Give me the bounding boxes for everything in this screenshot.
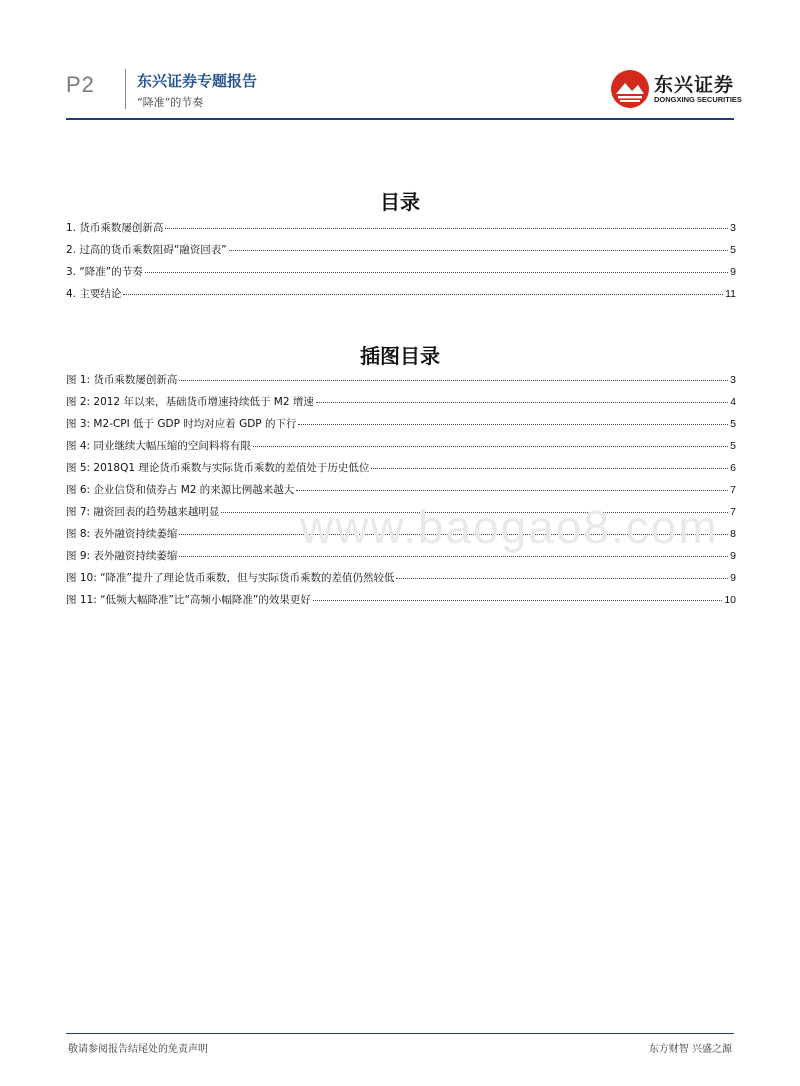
figure-item-page: 8 bbox=[730, 528, 736, 540]
page-header bbox=[0, 0, 800, 125]
figure-item-label: 图 4: 同业继续大幅压缩的空间料将有限 bbox=[66, 440, 251, 452]
figures-list bbox=[66, 372, 736, 614]
leader-dots bbox=[371, 468, 728, 469]
header-rule bbox=[66, 118, 734, 120]
toc-item[interactable] bbox=[66, 242, 736, 264]
report-subtitle: “降准”的节奏 bbox=[137, 96, 204, 109]
figure-item[interactable] bbox=[66, 416, 736, 438]
company-logo bbox=[610, 68, 740, 110]
figure-item-label: 图 5: 2018Q1 理论货币乘数与实际货币乘数的差值处于历史低位 bbox=[66, 462, 370, 474]
figure-item-label: 图 2: 2012 年以来，基础货币增速持续低于 M2 增速 bbox=[66, 396, 314, 408]
toc-item-page: 3 bbox=[730, 222, 736, 234]
toc-item[interactable] bbox=[66, 286, 736, 308]
toc-item-page: 5 bbox=[730, 244, 736, 256]
figure-item-page: 5 bbox=[730, 440, 736, 452]
figure-item-page: 7 bbox=[730, 506, 736, 518]
figure-item-label: 图 6: 企业信贷和债券占 M2 的来源比例越来越大 bbox=[66, 484, 295, 496]
toc-item-page: 11 bbox=[725, 288, 736, 300]
figure-item[interactable] bbox=[66, 372, 736, 394]
figure-item[interactable] bbox=[66, 394, 736, 416]
figure-item-page: 10 bbox=[724, 594, 736, 606]
figures-title: 插图目录 bbox=[360, 344, 440, 368]
toc-list bbox=[66, 220, 736, 308]
leader-dots bbox=[296, 490, 728, 491]
figure-item-label: 图 7: 融资回表的趋势越来越明显 bbox=[66, 506, 220, 518]
toc-item-label: 4. 主要结论 bbox=[66, 288, 122, 300]
leader-dots bbox=[165, 228, 728, 229]
leader-dots bbox=[179, 380, 728, 381]
logo-english-name: DONGXING SECURITIES bbox=[654, 95, 742, 104]
page-number: P2 bbox=[66, 72, 95, 97]
figure-item-page: 5 bbox=[730, 418, 736, 430]
figure-item-label: 图 1: 货币乘数屡创新高 bbox=[66, 374, 178, 386]
figure-item-page: 9 bbox=[730, 550, 736, 562]
logo-name: 东兴证券 bbox=[654, 74, 735, 96]
figure-item[interactable] bbox=[66, 460, 736, 482]
figure-item-page: 7 bbox=[730, 484, 736, 496]
footer-rule bbox=[66, 1033, 734, 1034]
toc-title: 目录 bbox=[380, 190, 420, 214]
toc-item-label: 3. “降准”的节奏 bbox=[66, 266, 143, 278]
figure-item[interactable] bbox=[66, 592, 736, 614]
report-type: 东兴证券专题报告 bbox=[137, 72, 258, 90]
figure-item[interactable] bbox=[66, 438, 736, 460]
watermark: www.baogao8.com bbox=[300, 501, 719, 553]
figure-item[interactable] bbox=[66, 570, 736, 592]
logo-mark-icon bbox=[610, 69, 650, 109]
toc-item-page: 9 bbox=[730, 266, 736, 278]
leader-dots bbox=[229, 250, 728, 251]
header-divider bbox=[125, 69, 126, 109]
leader-dots bbox=[396, 578, 728, 579]
figure-item-label: 图 9: 表外融资持续萎缩 bbox=[66, 550, 178, 562]
toc-item-label: 1. 货币乘数屡创新高 bbox=[66, 222, 164, 234]
toc-item[interactable] bbox=[66, 264, 736, 286]
leader-dots bbox=[179, 556, 728, 557]
figure-item-page: 9 bbox=[730, 572, 736, 584]
leader-dots bbox=[123, 294, 723, 295]
leader-dots bbox=[298, 424, 728, 425]
leader-dots bbox=[313, 600, 722, 601]
leader-dots bbox=[253, 446, 728, 447]
footer-disclaimer: 敬请参阅报告结尾处的免责声明 bbox=[68, 1044, 208, 1055]
figure-item-label: 图 3: M2-CPI 低于 GDP 时均对应着 GDP 的下行 bbox=[66, 418, 297, 430]
figure-item-label: 图 8: 表外融资持续萎缩 bbox=[66, 528, 178, 540]
figure-item-page: 6 bbox=[730, 462, 736, 474]
footer-slogan: 东方财智 兴盛之源 bbox=[648, 1044, 732, 1055]
figure-item-label: 图 11: “低频大幅降准”比“高频小幅降准”的效果更好 bbox=[66, 594, 311, 606]
figure-item-page: 4 bbox=[730, 396, 736, 408]
leader-dots bbox=[145, 272, 728, 273]
figure-item-page: 3 bbox=[730, 374, 736, 386]
leader-dots bbox=[316, 402, 728, 403]
figure-item-label: 图 10: “降准”提升了理论货币乘数，但与实际货币乘数的差值仍然较低 bbox=[66, 572, 395, 584]
toc-item[interactable] bbox=[66, 220, 736, 242]
toc-item-label: 2. 过高的货币乘数阻碍“融资回表” bbox=[66, 244, 227, 256]
